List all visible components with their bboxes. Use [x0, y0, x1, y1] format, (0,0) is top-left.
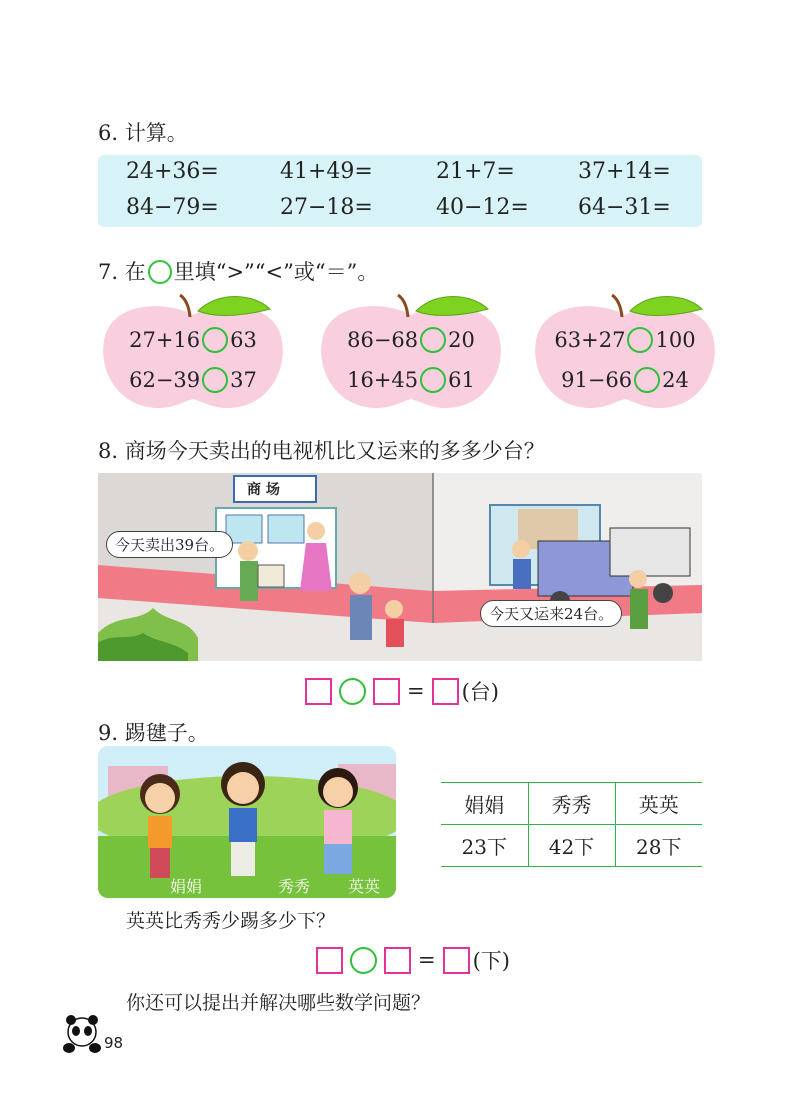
apple-value: 24: [662, 368, 689, 392]
table-cell: 娟娟: [441, 783, 528, 825]
q9-followup: 你还可以提出并解决哪些数学问题？: [126, 992, 431, 1014]
answer-box[interactable]: [432, 678, 459, 705]
answer-unit: (下): [472, 949, 510, 973]
q8-title: 8. 商场今天卖出的电视机比又运来的多多少台？: [98, 439, 545, 463]
q7-title-post: 里填“>”“<”或“＝”。: [173, 260, 379, 284]
table-cell: 英英: [615, 783, 702, 825]
q9-question: 英英比秀秀少踢多少下？: [126, 910, 336, 932]
panda-icon: [60, 1014, 104, 1056]
apple-value: 63: [230, 328, 257, 352]
calc-item: 64−31=: [578, 195, 671, 220]
answer-box[interactable]: [316, 947, 343, 974]
q6-title: 6. 计算。: [98, 121, 188, 145]
table-cell: 秀秀: [528, 783, 615, 825]
compare-circle[interactable]: [202, 367, 228, 393]
calc-item: 37+14=: [578, 159, 671, 184]
answer-box[interactable]: [373, 678, 400, 705]
equals-sign: =: [418, 948, 436, 972]
table-cell: 23下: [441, 825, 528, 867]
compare-circle[interactable]: [634, 367, 660, 393]
apple-expression: 27+16: [129, 328, 201, 352]
calc-item: 21+7=: [436, 159, 515, 184]
speech-bubble-delivered: 今天又运来24台。: [480, 600, 622, 627]
calc-item: 84−79=: [126, 195, 219, 220]
operator-circle[interactable]: [339, 678, 366, 705]
table-cell: 28下: [615, 825, 702, 867]
store-scene-illustration: [98, 473, 702, 661]
calc-item: 41+49=: [280, 159, 373, 184]
apple-value: 37: [230, 368, 257, 392]
q9-answer-row: [313, 945, 510, 975]
operator-circle[interactable]: [350, 947, 377, 974]
apple-value: 20: [448, 328, 475, 352]
apple-expression: 63+27: [554, 328, 626, 352]
apple-value: 100: [655, 328, 696, 352]
apple-expression: 86−68: [347, 328, 419, 352]
compare-circle[interactable]: [420, 327, 446, 353]
speech-bubble-sold: 今天卖出39台。: [106, 531, 233, 558]
kick-count-table: [441, 782, 702, 867]
q7-title: [98, 256, 378, 286]
calc-item: 24+36=: [126, 159, 219, 184]
compare-circle[interactable]: [202, 327, 228, 353]
q8-answer-row: [302, 676, 499, 706]
store-sign-text: 商 场: [247, 482, 280, 498]
calc-item: 40−12=: [436, 195, 529, 220]
store-scene-art: [98, 473, 702, 661]
compare-circle[interactable]: [420, 367, 446, 393]
table-row: [441, 783, 702, 825]
q9-title: 9. 踢毽子。: [98, 721, 209, 745]
apple-expression: 91−66: [561, 368, 633, 392]
equals-sign: =: [407, 679, 425, 703]
answer-box[interactable]: [305, 678, 332, 705]
kid-label-juanjuan: 娟娟: [170, 877, 203, 896]
answer-box[interactable]: [443, 947, 470, 974]
calc-item: 27−18=: [280, 195, 373, 220]
apple-card-1: [98, 293, 288, 411]
table-row: [441, 825, 702, 867]
apple-expression: 62−39: [129, 368, 201, 392]
apple-card-2: [316, 293, 506, 411]
kid-label-yingying: 英英: [348, 877, 381, 896]
table-cell: 42下: [528, 825, 615, 867]
page-number: 98: [104, 1034, 124, 1052]
apple-card-3: [530, 293, 720, 411]
answer-box[interactable]: [384, 947, 411, 974]
compare-circle[interactable]: [627, 327, 653, 353]
q7-title-pre: 7. 在: [98, 260, 146, 284]
shuttlecock-scene-illustration: [98, 746, 396, 898]
green-circle-icon: [148, 260, 172, 284]
calc-problems-box: [98, 155, 702, 227]
kid-label-xiuxiu: 秀秀: [278, 877, 311, 896]
apple-expression: 16+45: [347, 368, 419, 392]
answer-unit: (台): [461, 680, 499, 704]
apple-value: 61: [448, 368, 475, 392]
